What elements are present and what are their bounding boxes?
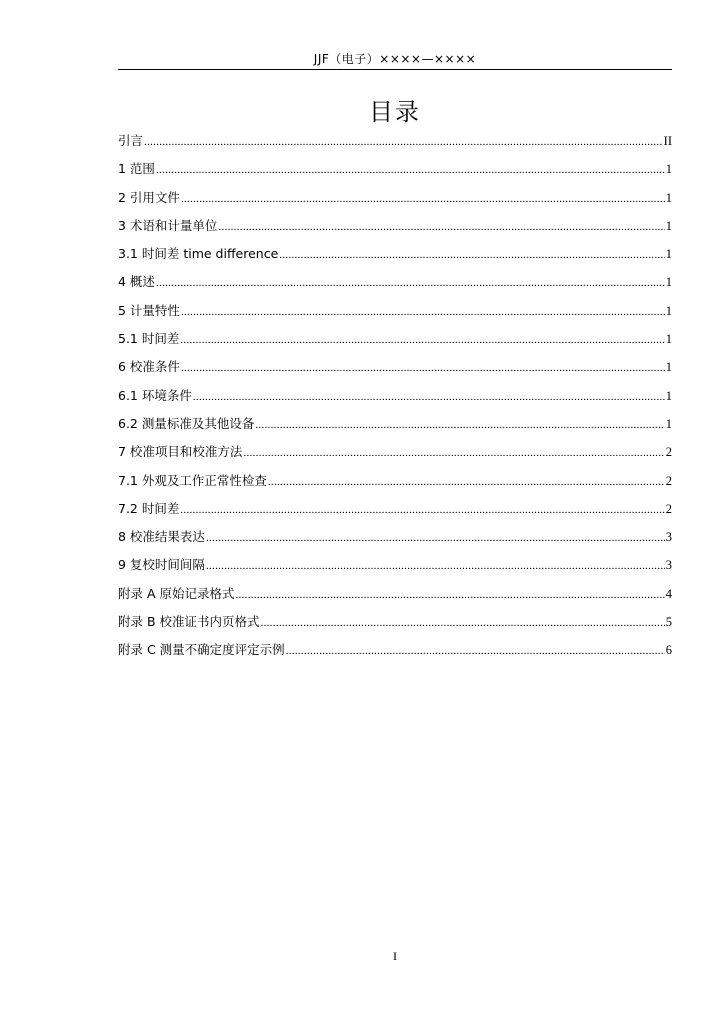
toc-entry-page: 2 [665, 445, 672, 460]
toc-entry-page: 2 [665, 473, 672, 488]
dot-leader [279, 245, 664, 265]
dot-leader [261, 613, 665, 633]
toc-entry-label: 1 范围 [118, 161, 155, 177]
toc-entry-page: 1 [665, 247, 672, 262]
dot-leader [181, 358, 665, 378]
toc-entry-label: 3.1 时间差 time difference [118, 246, 279, 262]
toc-entry-page: 5 [665, 615, 672, 630]
toc-entry-page: 1 [665, 303, 672, 318]
dot-leader [243, 443, 664, 463]
toc-entry-page: 1 [665, 416, 672, 431]
toc-entry-label: 3 术语和计量单位 [118, 217, 218, 233]
dot-leader [286, 641, 665, 661]
toc-entry-page: 3 [665, 530, 672, 545]
toc-entry-page: 2 [665, 501, 672, 516]
toc-entry[interactable] [118, 188, 672, 216]
toc-entry[interactable] [118, 216, 672, 244]
toc-entry-label: 5 计量特性 [118, 302, 180, 318]
toc-entry[interactable] [118, 131, 672, 159]
toc-entry-label: 附录 A 原始记录格式 [118, 585, 235, 601]
toc-entry-label: 7 校准项目和校准方法 [118, 444, 243, 460]
toc-entry-label: 8 校准结果表达 [118, 529, 205, 545]
running-header: JJF（电子）××××—×××× [313, 52, 477, 66]
dot-leader [268, 472, 665, 492]
toc-entry-label: 4 概述 [118, 274, 155, 290]
toc-entry[interactable] [118, 386, 672, 414]
toc-entry[interactable] [118, 499, 672, 527]
toc-entry-label: 引言 [118, 133, 144, 148]
toc-entry-label: 2 引用文件 [118, 189, 180, 205]
table-of-contents [118, 131, 672, 669]
toc-entry[interactable] [118, 555, 672, 583]
dot-leader [193, 387, 665, 407]
dot-leader [156, 273, 665, 293]
toc-entry-label: 9 复校时间间隔 [118, 557, 205, 573]
dot-leader [218, 217, 664, 237]
toc-entry-label: 5.1 时间差 [118, 331, 180, 347]
toc-entry[interactable] [118, 159, 672, 187]
dot-leader [206, 528, 665, 548]
toc-entry[interactable] [118, 244, 672, 272]
toc-entry-label: 7.2 时间差 [118, 500, 180, 516]
toc-entry[interactable] [118, 442, 672, 470]
toc-entry-page: 1 [665, 332, 672, 347]
toc-entry[interactable] [118, 272, 672, 300]
toc-entry[interactable] [118, 357, 672, 385]
toc-entry-label: 6.1 环境条件 [118, 387, 192, 403]
page-number: I [393, 949, 397, 963]
page-title: 目录 [369, 98, 421, 126]
toc-entry[interactable] [118, 612, 672, 640]
dot-leader [181, 189, 665, 209]
toc-entry[interactable] [118, 414, 672, 442]
toc-entry-page: 1 [665, 162, 672, 177]
dot-leader [206, 556, 665, 576]
toc-entry-page: 1 [665, 275, 672, 290]
toc-entry-label: 附录 C 测量不确定度评定示例 [118, 642, 285, 658]
dot-leader [180, 500, 664, 520]
toc-entry[interactable] [118, 471, 672, 499]
dot-leader [236, 585, 665, 605]
toc-entry[interactable] [118, 527, 672, 555]
toc-entry-label: 6.2 测量标准及其他设备 [118, 415, 255, 431]
toc-entry-page: 3 [665, 558, 672, 573]
toc-entry[interactable] [118, 640, 672, 668]
toc-entry-page: 1 [665, 360, 672, 375]
dot-leader [255, 415, 664, 435]
dot-leader [144, 132, 663, 152]
toc-entry-page: 1 [665, 388, 672, 403]
toc-entry-page: II [663, 134, 672, 148]
dot-leader [181, 302, 665, 322]
toc-entry-page: 1 [665, 190, 672, 205]
toc-entry-label: 7.1 外观及工作正常性检查 [118, 472, 267, 488]
toc-entry[interactable] [118, 584, 672, 612]
toc-entry-label: 6 校准条件 [118, 359, 180, 375]
dot-leader [156, 160, 665, 180]
dot-leader [180, 330, 664, 350]
toc-entry-page: 1 [665, 218, 672, 233]
toc-entry[interactable] [118, 329, 672, 357]
toc-entry-page: 4 [665, 586, 672, 601]
toc-entry-page: 6 [665, 643, 672, 658]
header-rule [118, 69, 672, 70]
toc-entry-label: 附录 B 校准证书内页格式 [118, 614, 260, 630]
toc-entry[interactable] [118, 301, 672, 329]
